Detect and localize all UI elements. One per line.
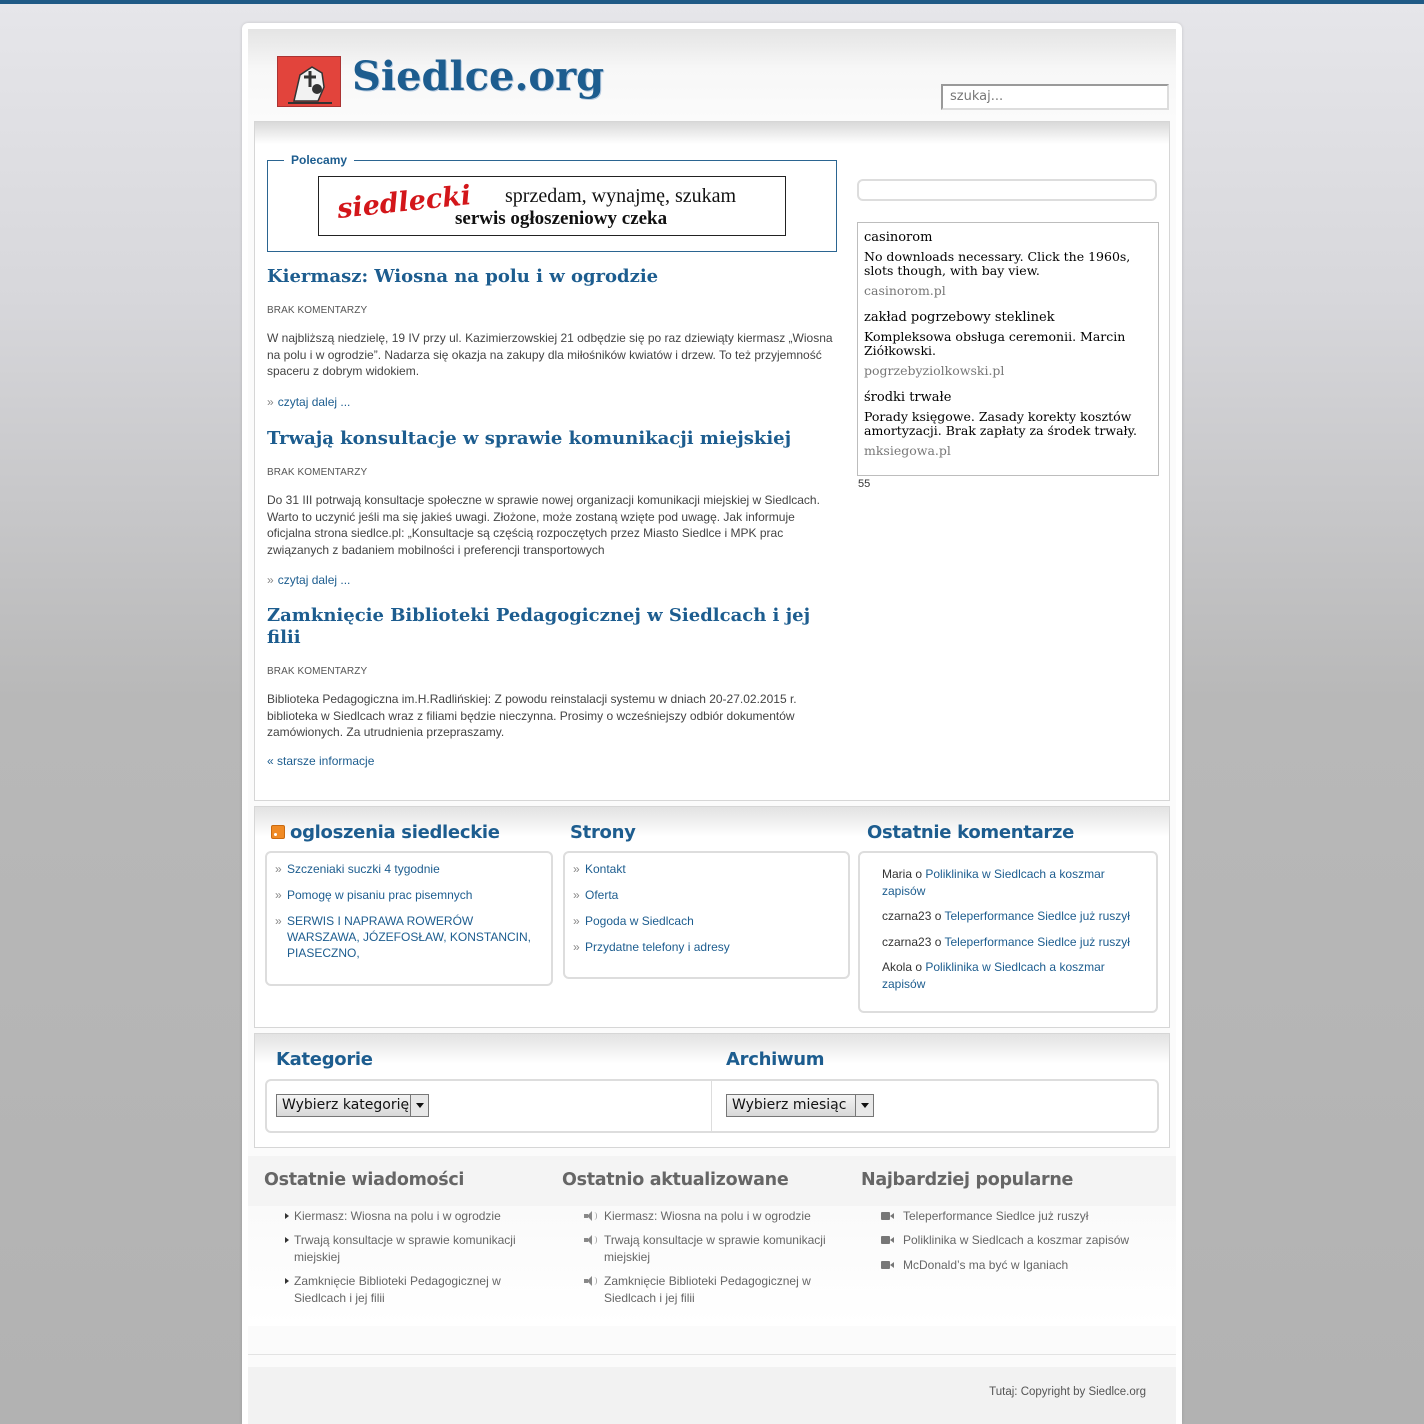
list-item-label: Poliklinika w Siedlcach a koszmar zapisów [903,1233,1130,1247]
widget-title-ogloszenia[interactable] [271,822,500,843]
category-select-value: Wybierz kategorię [282,1097,410,1113]
list-item[interactable] [573,887,840,903]
list-item-label: Kiermasz: Wiosna na polu i w ogrodzie [604,1209,811,1223]
rss-icon[interactable] [271,825,285,839]
featured-title: Polecamy [284,153,354,167]
site-logo-text[interactable]: Siedlce.org [352,53,605,100]
ad-url[interactable]: casinorom.pl [864,283,946,298]
sidebar-empty-box [857,179,1157,201]
featured-banner[interactable] [318,176,786,236]
chevron-down-icon[interactable] [855,1095,873,1116]
ad-description: Kompleksowa obsługa ceremonii. Marcin Ziółkowski. [864,329,1126,358]
list-item-label: Pomogę w pisaniu prac pisemnych [287,888,473,902]
banner-line-2: serwis ogłoszeniowy czeka [455,208,668,229]
main-shade [255,122,1169,144]
ad-title[interactable]: środki trwałe [864,390,952,405]
arrow-icon: » [275,914,282,928]
most-popular-title: Najbardziej popularne [861,1170,1074,1190]
archive-select[interactable] [726,1094,874,1117]
ad-description: No downloads necessary. Click the 1960s, slots though, with bay view. [864,249,1131,278]
comment-item [868,866,1148,899]
ad-item[interactable] [864,230,1152,299]
list-item[interactable] [903,1232,1163,1249]
footer-divider [248,1354,1176,1355]
list-item[interactable] [573,939,840,955]
list-item-label: Szczeniaki suczki 4 tygodnie [287,862,440,876]
list-item-label: SERWIS I NAPRAWA ROWERÓW WARSZAWA, JÓZEFOSŁAW, KONSTANCIN, PIASECZNO, [287,914,532,960]
comment-post-link[interactable]: Teleperformance Siedlce już ruszył [944,934,1130,949]
comment-separator: o [931,909,945,923]
categories-title: Kategorie [276,1049,373,1070]
read-more-label: czytaj dalej ... [277,573,351,587]
older-posts-link[interactable]: « starsze informacje [267,754,375,768]
speaker-icon [584,1276,597,1286]
comment-post-link[interactable]: Poliklinika w Siedlcach a koszmar zapisów [882,867,1105,898]
archive-select-value: Wybierz miesiąc [732,1097,847,1113]
banner-brand: siedlecki [335,180,473,225]
arrow-icon: » [267,394,274,409]
arrow-icon: » [275,888,282,902]
widgets-row [254,806,1170,1028]
chevron-down-icon[interactable] [410,1095,428,1116]
comment-post-link[interactable]: Poliklinika w Siedlcach a koszmar zapisów [882,960,1105,991]
featured-box [267,153,837,252]
copyright-text: Tutaj: Copyright by Siedlce.org [989,1386,1146,1398]
video-camera-icon [881,1236,894,1244]
video-camera-icon [881,1261,894,1269]
arrow-icon: » [267,573,274,587]
list-item[interactable] [275,861,543,877]
post-title[interactable]: Kiermasz: Wiosna na polu i w ogrodzie [267,266,659,287]
post-excerpt: Biblioteka Pedagogiczna im.H.Radlińskiej: Z powodu reinstalacji systemu w dniach 20-27.02.2015 r. biblioteka w Siedlcach wraz z filiami będzie nieczynna. Prosimy o wcześniejszy odbiór dokumentów zamówionych. Za utrudnienia przepraszamy. [267,692,797,739]
comment-author: Akola [882,960,913,974]
comment-separator: o [912,960,926,974]
post [267,266,837,409]
arrow-icon: » [573,914,580,928]
list-item-label: Trwają konsultacje w sprawie komunikacji miejskiej [604,1233,826,1264]
comment-post-link[interactable]: Teleperformance Siedlce już ruszył [944,909,1130,923]
category-select[interactable] [276,1094,429,1117]
main-content [254,121,1170,801]
comment-item [868,934,1148,951]
arrow-icon: » [573,940,580,954]
page-wrapper [242,23,1182,1424]
comment-author: czarna23 [882,934,932,949]
widget-box-ogloszenia [265,851,553,986]
list-item-label: Przydatne telefony i adresy [585,940,730,954]
comment-author: czarna23 [882,909,932,923]
ad-title[interactable]: zakład pogrzebowy steklinek [864,310,1055,325]
post-excerpt: W najbliższą niedzielę, 19 IV przy ul. Kazimierzowskiej 21 odbędzie się po raz dziewiąty kiermasz „Wiosna na polu i w ogrodzie”. Nadarza się okazja na zakupy dla miłośników kwiatów i drzew. To też przyjemność spaceru z dobrym widokiem. [267,331,833,378]
post [267,605,837,741]
list-item[interactable] [294,1273,534,1306]
list-item[interactable] [604,1273,849,1306]
read-more-link[interactable] [267,573,837,587]
list-item[interactable] [573,913,840,929]
list-item[interactable] [294,1208,534,1225]
page-inner [248,29,1176,1424]
list-item[interactable] [903,1208,1163,1225]
comment-item [868,908,1148,925]
list-item-label: Kontakt [585,862,626,876]
list-item-label: Zamknięcie Biblioteki Pedagogicznej w Siedlcach i jej filii [604,1274,811,1305]
post-title[interactable]: Trwają konsultacje w sprawie komunikacji miejskiej [267,428,792,449]
list-item-label: Pogoda w Siedlcach [585,914,694,928]
arrow-icon: » [573,862,580,876]
comment-item [868,959,1148,992]
recently-updated-title: Ostatnio aktualizowane [562,1170,789,1190]
list-item[interactable] [294,1232,534,1265]
speaker-icon [584,1235,597,1245]
widget-box-komentarze [858,851,1158,1013]
list-item[interactable] [275,913,543,961]
read-more-link[interactable] [267,395,837,409]
bullet-arrow-icon [285,1237,289,1243]
bullet-arrow-icon [285,1278,289,1284]
post [267,428,837,587]
ad-description: Porady księgowe. Zasady korekty kosztów amortyzacji. Brak zapłaty za środek trwały. [864,409,1137,438]
footer [248,1367,1176,1424]
search-input[interactable]: szukaj... [941,84,1169,110]
post-comments-count[interactable]: BRAK KOMENTARZY [267,666,368,677]
categories-archive-box [265,1079,1159,1133]
widget-box-strony [563,851,850,979]
catrow-shade [255,1034,1169,1064]
comment-author: Maria [882,867,913,881]
ads-count: 55 [858,478,871,490]
read-more-label: czytaj dalej ... [277,394,351,409]
banner-line-1: sprzedam, wynajmę, szukam [505,185,737,207]
arrow-icon: » [275,862,282,876]
ad-title[interactable]: casinorom [864,230,933,245]
post-title[interactable]: Zamknięcie Biblioteki Pedagogicznej w Siedlcach i jej filii [267,605,811,648]
ad-item[interactable] [864,310,1152,379]
top-bar [0,0,1424,4]
ad-url[interactable]: pogrzebyziolkowski.pl [864,363,1005,378]
post-comments-count[interactable]: BRAK KOMENTARZY [267,305,368,316]
speaker-icon [584,1211,597,1221]
widget-title-strony: Strony [570,822,636,843]
list-item[interactable] [573,861,840,877]
comment-separator: o [931,934,945,949]
video-camera-icon [881,1212,894,1220]
list-item-label: McDonald’s ma być w Iganiach [903,1258,1069,1272]
list-item-label: Zamknięcie Biblioteki Pedagogicznej w Siedlcach i jej filii [294,1274,501,1305]
ads-box [857,222,1159,476]
categories-archive-row [254,1033,1170,1148]
post-excerpt: Do 31 III potrwają konsultacje społeczne w sprawie nowej organizacji komunikacji miejskiej w Siedlcach. Warto to uczynić jeśli ma się jakieś uwagi. Złożone, może zostaną wzięte pod uwagę. Jak informuje oficjalna strona siedlce.pl: „Konsultacje są częścią rozpoczętych przez Miasto Siedlce i MPK prac związanych z badaniem mobilności i preferencji transportowych [267,493,820,557]
logo-crest-icon[interactable] [277,56,341,107]
bullet-arrow-icon [285,1213,289,1219]
list-item-label: Trwają konsultacje w sprawie komunikacji miejskiej [294,1233,516,1264]
list-item-label: Teleperformance Siedlce już ruszył [903,1209,1089,1223]
ad-url[interactable]: mksiegowa.pl [864,443,951,458]
ad-item[interactable] [864,390,1152,459]
recent-news-title: Ostatnie wiadomości [264,1170,465,1190]
list-item-label: Kiermasz: Wiosna na polu i w ogrodzie [294,1209,501,1223]
post-comments-count[interactable]: BRAK KOMENTARZY [267,467,368,478]
list-item-label: Oferta [585,888,619,902]
archive-title: Archiwum [726,1049,825,1070]
divider [711,1081,712,1131]
list-item[interactable] [903,1257,1163,1274]
list-item[interactable] [604,1208,849,1225]
widget-title-komentarze: Ostatnie komentarze [867,822,1075,843]
list-item[interactable] [275,887,543,903]
comment-separator: o [912,867,926,881]
arrow-icon: » [573,888,580,902]
bottom-lists [248,1156,1176,1326]
widget-title-label: ogloszenia siedleckie [290,822,500,843]
list-item[interactable] [604,1232,849,1265]
